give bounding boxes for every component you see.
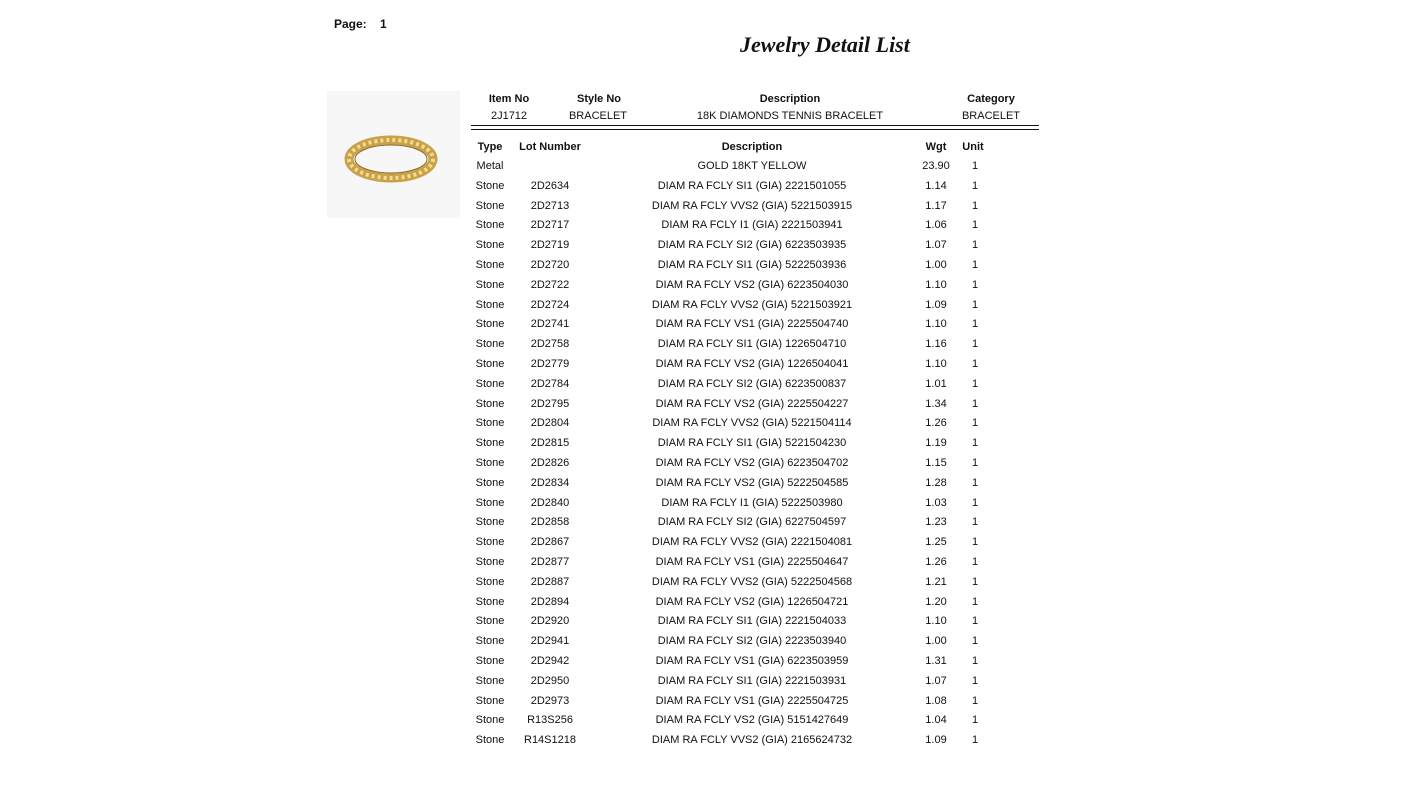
table-row [471, 556, 1039, 576]
row-weight: 23.90 [922, 160, 950, 172]
row-weight: 1.10 [925, 358, 947, 370]
row-weight: 1.10 [925, 615, 947, 628]
table-row [471, 338, 1039, 358]
row-weight: 1.20 [925, 595, 947, 608]
row-type: Stone [475, 714, 505, 727]
row-weight: 1.28 [925, 476, 947, 489]
row-unit: 1 [971, 219, 979, 232]
row-type: Stone [475, 457, 505, 469]
row-lot-number: 2D2815 [530, 437, 570, 450]
row-type: Stone [475, 516, 505, 529]
row-unit: 1 [971, 655, 979, 667]
row-type: Stone [475, 219, 505, 232]
table-row [471, 596, 1039, 616]
table-row [471, 477, 1039, 497]
row-type: Stone [475, 259, 505, 271]
row-unit: 1 [971, 496, 979, 509]
row-type: Stone [475, 556, 505, 568]
row-unit: 1 [971, 278, 979, 291]
description-label: Description [759, 93, 821, 105]
row-unit: 1 [971, 179, 979, 192]
row-type: Stone [475, 734, 505, 747]
row-weight: 1.09 [925, 734, 947, 747]
row-unit: 1 [971, 298, 979, 311]
row-description: DIAM RA FCLY VVS2 (GIA) 5221503921 [651, 298, 853, 311]
row-unit: 1 [971, 239, 979, 252]
row-description: DIAM RA FCLY VVS2 (GIA) 5221504114 [652, 417, 852, 430]
table-row [471, 378, 1039, 398]
row-unit: 1 [971, 358, 979, 370]
row-description: DIAM RA FCLY VS2 (GIA) 6223504030 [655, 278, 849, 291]
row-description: DIAM RA FCLY SI1 (GIA) 1226504710 [657, 338, 847, 351]
row-unit: 1 [971, 595, 979, 608]
row-unit: 1 [971, 397, 979, 410]
row-unit: 1 [971, 417, 979, 430]
table-row [471, 200, 1039, 220]
row-description: DIAM RA FCLY SI2 (GIA) 6223503935 [657, 239, 847, 252]
row-unit: 1 [971, 734, 979, 747]
page-label: Page: [334, 17, 367, 31]
row-lot-number: 2D2887 [530, 575, 570, 588]
page-number: 1 [380, 17, 387, 31]
item-no-value: 2J1712 [490, 110, 528, 122]
table-row [471, 734, 1039, 754]
row-weight: 1.06 [925, 219, 947, 232]
row-description: DIAM RA FCLY I1 (GIA) 2221503941 [661, 219, 843, 232]
row-weight: 1.04 [925, 714, 947, 727]
table-row [471, 695, 1039, 715]
row-unit: 1 [971, 674, 979, 687]
row-lot-number: 2D2950 [530, 674, 570, 687]
row-unit: 1 [971, 575, 979, 588]
row-unit: 1 [971, 160, 979, 172]
table-row [471, 259, 1039, 279]
row-description: DIAM RA FCLY VS1 (GIA) 2225504647 [655, 556, 849, 568]
table-row [471, 655, 1039, 675]
table-row [471, 180, 1039, 200]
row-description: DIAM RA FCLY VVS2 (GIA) 2221504081 [651, 536, 853, 549]
table-row [471, 398, 1039, 418]
row-weight: 1.00 [925, 259, 947, 271]
row-description: DIAM RA FCLY SI1 (GIA) 5222503936 [657, 259, 847, 271]
table-row [471, 516, 1039, 536]
category-value: BRACELET [961, 110, 1021, 122]
row-lot-number: 2D2973 [530, 694, 570, 707]
row-lot-number: 2D2758 [530, 338, 570, 351]
row-type: Stone [475, 674, 505, 687]
bracelet-image-icon [327, 91, 460, 218]
table-row [471, 318, 1039, 338]
row-lot-number: 2D2720 [530, 259, 570, 271]
row-type: Stone [475, 575, 505, 588]
row-lot-number: 2D2894 [530, 595, 570, 608]
style-no-label: Style No [576, 93, 621, 105]
row-description: DIAM RA FCLY I1 (GIA) 5222503980 [661, 496, 843, 509]
row-unit: 1 [971, 457, 979, 469]
table-row [471, 635, 1039, 655]
row-unit: 1 [971, 338, 979, 351]
table-row [471, 437, 1039, 457]
row-description: DIAM RA FCLY VS2 (GIA) 5151427649 [655, 714, 849, 727]
col-type-header: Type [477, 141, 503, 153]
row-weight: 1.23 [925, 516, 947, 529]
row-description: DIAM RA FCLY VS2 (GIA) 1226504041 [655, 358, 849, 370]
row-weight: 1.03 [925, 496, 947, 509]
table-row [471, 497, 1039, 517]
table-row [471, 714, 1039, 734]
row-lot-number: 2D2826 [530, 457, 570, 469]
row-type: Stone [475, 338, 505, 351]
row-type: Stone [475, 239, 505, 252]
table-row [471, 160, 1039, 180]
row-type: Stone [475, 655, 505, 667]
table-row [471, 615, 1039, 635]
row-lot-number: 2D2840 [530, 496, 570, 509]
row-type: Stone [475, 615, 505, 628]
row-description: DIAM RA FCLY SI1 (GIA) 2221503931 [657, 674, 847, 687]
row-description: DIAM RA FCLY VS2 (GIA) 5222504585 [655, 476, 849, 489]
row-type: Stone [475, 199, 505, 212]
col-unit-header: Unit [962, 141, 984, 153]
row-description: GOLD 18KT YELLOW [697, 160, 807, 172]
description-value: 18K DIAMONDS TENNIS BRACELET [696, 110, 884, 122]
row-unit: 1 [971, 516, 979, 529]
table-row [471, 279, 1039, 299]
row-type: Stone [475, 298, 505, 311]
row-unit: 1 [971, 635, 979, 648]
row-weight: 1.26 [925, 556, 947, 568]
row-type: Stone [475, 278, 505, 291]
row-description: DIAM RA FCLY VS2 (GIA) 2225504227 [655, 397, 849, 410]
row-unit: 1 [971, 476, 979, 489]
table-row [471, 239, 1039, 259]
page-title: Jewelry Detail List [740, 32, 910, 57]
row-unit: 1 [971, 199, 979, 212]
row-unit: 1 [971, 318, 979, 331]
row-weight: 1.14 [925, 179, 947, 192]
row-lot-number: 2D2920 [530, 615, 570, 628]
row-description: DIAM RA FCLY SI2 (GIA) 6223500837 [657, 377, 847, 390]
row-description: DIAM RA FCLY VS2 (GIA) 1226504721 [655, 595, 849, 608]
table-row [471, 358, 1039, 378]
row-weight: 1.16 [925, 338, 947, 351]
row-weight: 1.34 [925, 397, 947, 410]
row-lot-number: 2D2942 [530, 655, 570, 667]
row-type: Stone [475, 377, 505, 390]
bracelet-photo [327, 91, 460, 218]
row-unit: 1 [971, 437, 979, 450]
row-description: DIAM RA FCLY VVS2 (GIA) 5222504568 [651, 575, 853, 588]
row-weight: 1.15 [925, 457, 947, 469]
col-lot-header: Lot Number [519, 141, 581, 153]
row-lot-number: 2D2804 [530, 417, 570, 430]
row-description: DIAM RA FCLY SI1 (GIA) 2221504033 [657, 615, 847, 628]
row-description: DIAM RA FCLY SI2 (GIA) 6227504597 [657, 516, 847, 529]
row-unit: 1 [971, 377, 979, 390]
row-type: Stone [475, 694, 505, 707]
row-weight: 1.09 [925, 298, 947, 311]
row-weight: 1.10 [925, 278, 947, 291]
row-unit: 1 [971, 556, 979, 568]
row-description: DIAM RA FCLY VVS2 (GIA) 5221503915 [651, 199, 853, 212]
table-row [471, 457, 1039, 477]
row-type: Stone [475, 536, 505, 549]
row-type: Stone [475, 437, 505, 450]
row-type: Stone [475, 635, 505, 648]
row-unit: 1 [971, 714, 979, 727]
row-unit: 1 [971, 536, 979, 549]
row-type: Stone [475, 179, 505, 192]
row-lot-number: 2D2722 [530, 278, 570, 291]
row-type: Stone [475, 496, 505, 509]
row-lot-number: 2D2741 [530, 318, 570, 331]
row-lot-number: 2D2634 [530, 179, 570, 192]
row-type: Stone [475, 476, 505, 489]
row-description: DIAM RA FCLY VVS2 (GIA) 2165624732 [651, 734, 853, 747]
row-weight: 1.10 [925, 318, 947, 331]
row-lot-number: 2D2867 [530, 536, 570, 549]
row-lot-number: 2D2713 [530, 199, 570, 212]
col-wgt-header: Wgt [925, 141, 947, 153]
row-weight: 1.07 [925, 674, 947, 687]
col-description-header: Description [721, 141, 783, 153]
row-weight: 1.31 [925, 655, 947, 667]
style-no-value: BRACELET [568, 110, 628, 122]
row-lot-number: 2D2834 [530, 476, 570, 489]
table-row [471, 219, 1039, 239]
row-unit: 1 [971, 694, 979, 707]
table-row [471, 675, 1039, 695]
row-type: Metal [476, 160, 504, 172]
table-row [471, 536, 1039, 556]
row-description: DIAM RA FCLY SI1 (GIA) 5221504230 [657, 437, 847, 450]
row-lot-number: 2D2779 [530, 358, 570, 370]
row-unit: 1 [971, 615, 979, 628]
row-lot-number: 2D2877 [530, 556, 570, 568]
row-weight: 1.21 [925, 575, 947, 588]
row-description: DIAM RA FCLY VS1 (GIA) 6223503959 [655, 655, 849, 667]
row-lot-number: R14S1218 [524, 734, 576, 747]
row-type: Stone [475, 595, 505, 608]
row-description: DIAM RA FCLY VS2 (GIA) 6223504702 [655, 457, 849, 469]
row-lot-number: 2D2784 [530, 377, 570, 390]
table-row [471, 417, 1039, 437]
row-type: Stone [475, 358, 505, 370]
row-lot-number: R13S256 [527, 714, 573, 727]
row-weight: 1.26 [925, 417, 947, 430]
divider-top [471, 125, 1039, 126]
row-type: Stone [475, 397, 505, 410]
row-weight: 1.25 [925, 536, 947, 549]
row-description: DIAM RA FCLY SI1 (GIA) 2221501055 [657, 179, 847, 192]
table-row [471, 299, 1039, 319]
row-lot-number: 2D2717 [530, 219, 570, 232]
row-weight: 1.01 [925, 377, 947, 390]
row-lot-number: 2D2724 [530, 298, 570, 311]
row-description: DIAM RA FCLY VS1 (GIA) 2225504725 [655, 694, 849, 707]
row-lot-number: 2D2719 [530, 239, 570, 252]
divider-bottom [471, 129, 1039, 130]
table-row [471, 576, 1039, 596]
category-label: Category [967, 93, 1015, 105]
row-description: DIAM RA FCLY SI2 (GIA) 2223503940 [657, 635, 847, 648]
row-weight: 1.17 [925, 199, 947, 212]
row-weight: 1.19 [925, 437, 947, 450]
row-lot-number: 2D2795 [530, 397, 570, 410]
row-weight: 1.00 [925, 635, 947, 648]
item-no-label: Item No [488, 93, 530, 105]
row-lot-number: 2D2941 [530, 635, 570, 648]
row-type: Stone [475, 417, 505, 430]
row-weight: 1.08 [925, 694, 947, 707]
row-description: DIAM RA FCLY VS1 (GIA) 2225504740 [655, 318, 849, 331]
row-weight: 1.07 [925, 239, 947, 252]
row-unit: 1 [971, 259, 979, 271]
row-type: Stone [475, 318, 505, 331]
row-lot-number: 2D2858 [530, 516, 570, 529]
